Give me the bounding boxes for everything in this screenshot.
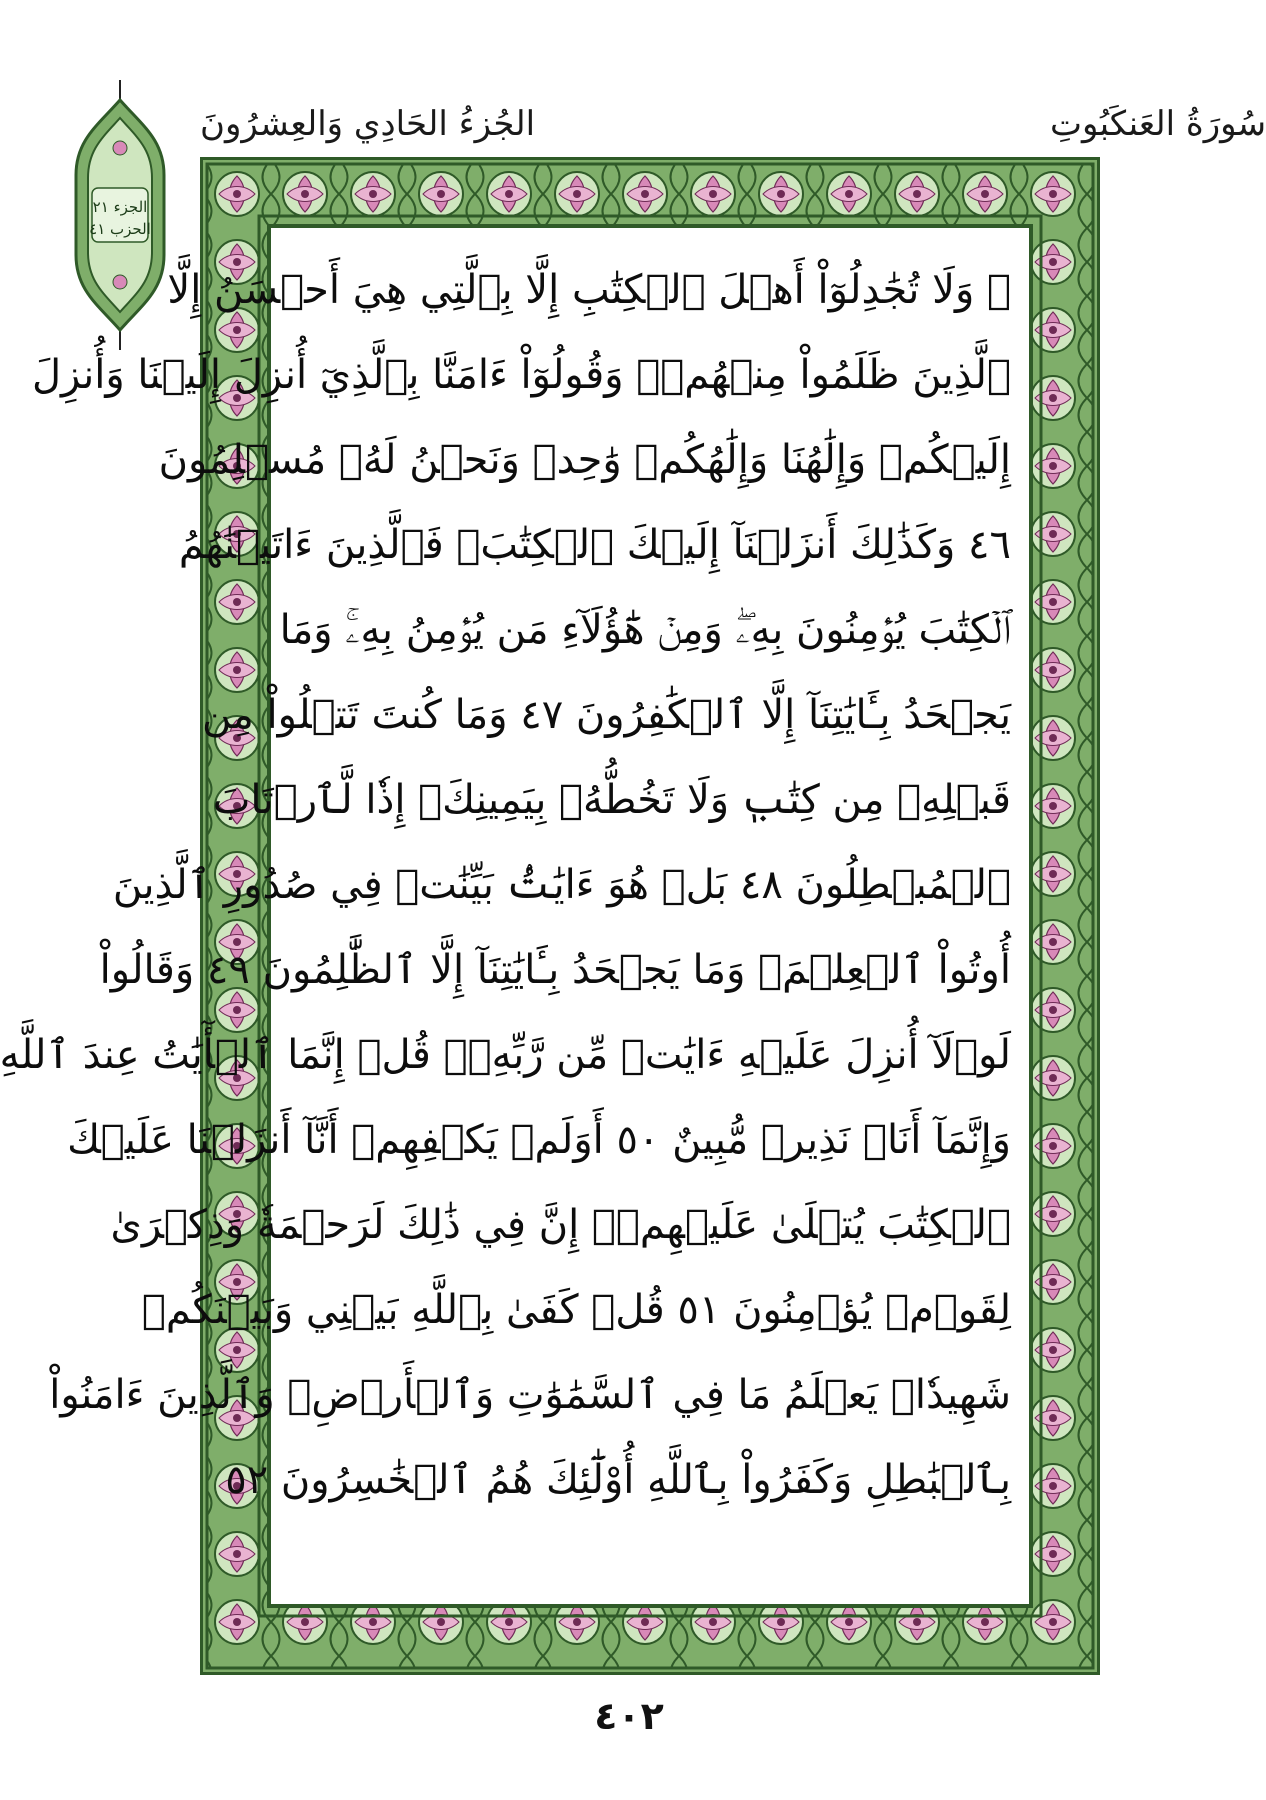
quran-text bbox=[0, 248, 1011, 1584]
surah-title: سُورَةُ العَنكَبُوتِ bbox=[1050, 104, 1266, 144]
juz-marker-text bbox=[72, 196, 168, 240]
text-line: قَبۡلِهِۦ مِن كِتَٰبٖ وَلَا تَخُطُّهُۥ بِيَمِينِكَۖ إِذٗا لَّٱرۡتَابَ bbox=[212, 777, 1011, 823]
text-line: إِلَيۡكُمۡ وَإِلَٰهُنَا وَإِلَٰهُكُمۡ وَٰحِدٞ وَنَحۡنُ لَهُۥ مُسۡلِمُونَ bbox=[158, 437, 1011, 483]
page-number: ٤٠٢ bbox=[594, 1694, 664, 1738]
text-line: ۞ وَلَا تُجَٰدِلُوٓاْ أَهۡلَ ٱلۡكِتَٰبِ إِلَّا بِٱلَّتِي هِيَ أَحۡسَنُ إِلَّا bbox=[167, 267, 1011, 313]
text-line: ٱلۡكِتَٰبَ يُؤۡمِنُونَ بِهِۦۖ وَمِنۡ هَٰٓؤُلَآءِ مَن يُؤۡمِنُ بِهِۦۚ وَمَا bbox=[279, 607, 1011, 653]
hizb-number: الحزب ٤١ bbox=[89, 220, 151, 238]
text-line: ٤٦ وَكَذَٰلِكَ أَنزَلۡنَآ إِلَيۡكَ ٱلۡكِتَٰبَۚ فَٱلَّذِينَ ءَاتَيۡنَٰهُمُ bbox=[178, 522, 1011, 568]
text-line: يَجۡحَدُ بِـَٔايَٰتِنَآ إِلَّا ٱلۡكَٰفِرُونَ ٤٧ وَمَا كُنتَ تَتۡلُواْ مِن bbox=[201, 692, 1011, 738]
text-line: لِقَوۡمٖ يُؤۡمِنُونَ ٥١ قُلۡ كَفَىٰ بِٱللَّهِ بَيۡنِي وَبَيۡنَكُمۡ bbox=[141, 1287, 1011, 1333]
text-line: وَإِنَّمَآ أَنَا۠ نَذِيرٞ مُّبِينٌ ٥٠ أَوَلَمۡ يَكۡفِهِمۡ أَنَّآ أَنزَلۡنَا عَلَيۡكَ bbox=[67, 1117, 1011, 1163]
text-line: لَوۡلَآ أُنزِلَ عَلَيۡهِ ءَايَٰتٞ مِّن رَّبِّهِۦۖ قُلۡ إِنَّمَا ٱلۡأٓيَٰتُ عِندَ ٱللَّهِ bbox=[0, 1032, 1011, 1078]
juz-number: الجزء ٢١ bbox=[92, 198, 148, 216]
text-line: بِٱلۡبَٰطِلِ وَكَفَرُواْ بِٱللَّهِ أُوْلَٰٓئِكَ هُمُ ٱلۡخَٰسِرُونَ ٥٢ bbox=[225, 1457, 1011, 1503]
text-line: ٱلَّذِينَ ظَلَمُواْ مِنۡهُمۡۖ وَقُولُوٓاْ ءَامَنَّا بِٱلَّذِيٓ أُنزِلَ إِلَيۡنَا وَأُنزِلَ bbox=[31, 352, 1011, 398]
text-line: شَهِيدٗاۖ يَعۡلَمُ مَا فِي ٱلسَّمَٰوَٰتِ وَٱلۡأَرۡضِۗ وَٱلَّذِينَ ءَامَنُواْ bbox=[49, 1372, 1011, 1418]
juz-title: الجُزءُ الحَادِي وَالعِشرُونَ bbox=[200, 104, 536, 144]
text-line: ٱلۡمُبۡطِلُونَ ٤٨ بَلۡ هُوَ ءَايَٰتُۢ بَيِّنَٰتٞ فِي صُدُورِ ٱلَّذِينَ bbox=[112, 862, 1011, 908]
text-line: ٱلۡكِتَٰبَ يُتۡلَىٰ عَلَيۡهِمۡۚ إِنَّ فِي ذَٰلِكَ لَرَحۡمَةٗ وَذِكۡرَىٰ bbox=[110, 1202, 1011, 1248]
text-line: أُوتُواْ ٱلۡعِلۡمَۚ وَمَا يَجۡحَدُ بِـَٔايَٰتِنَآ إِلَّا ٱلظَّٰلِمُونَ ٤٩ وَقَالُواْ bbox=[99, 947, 1011, 993]
